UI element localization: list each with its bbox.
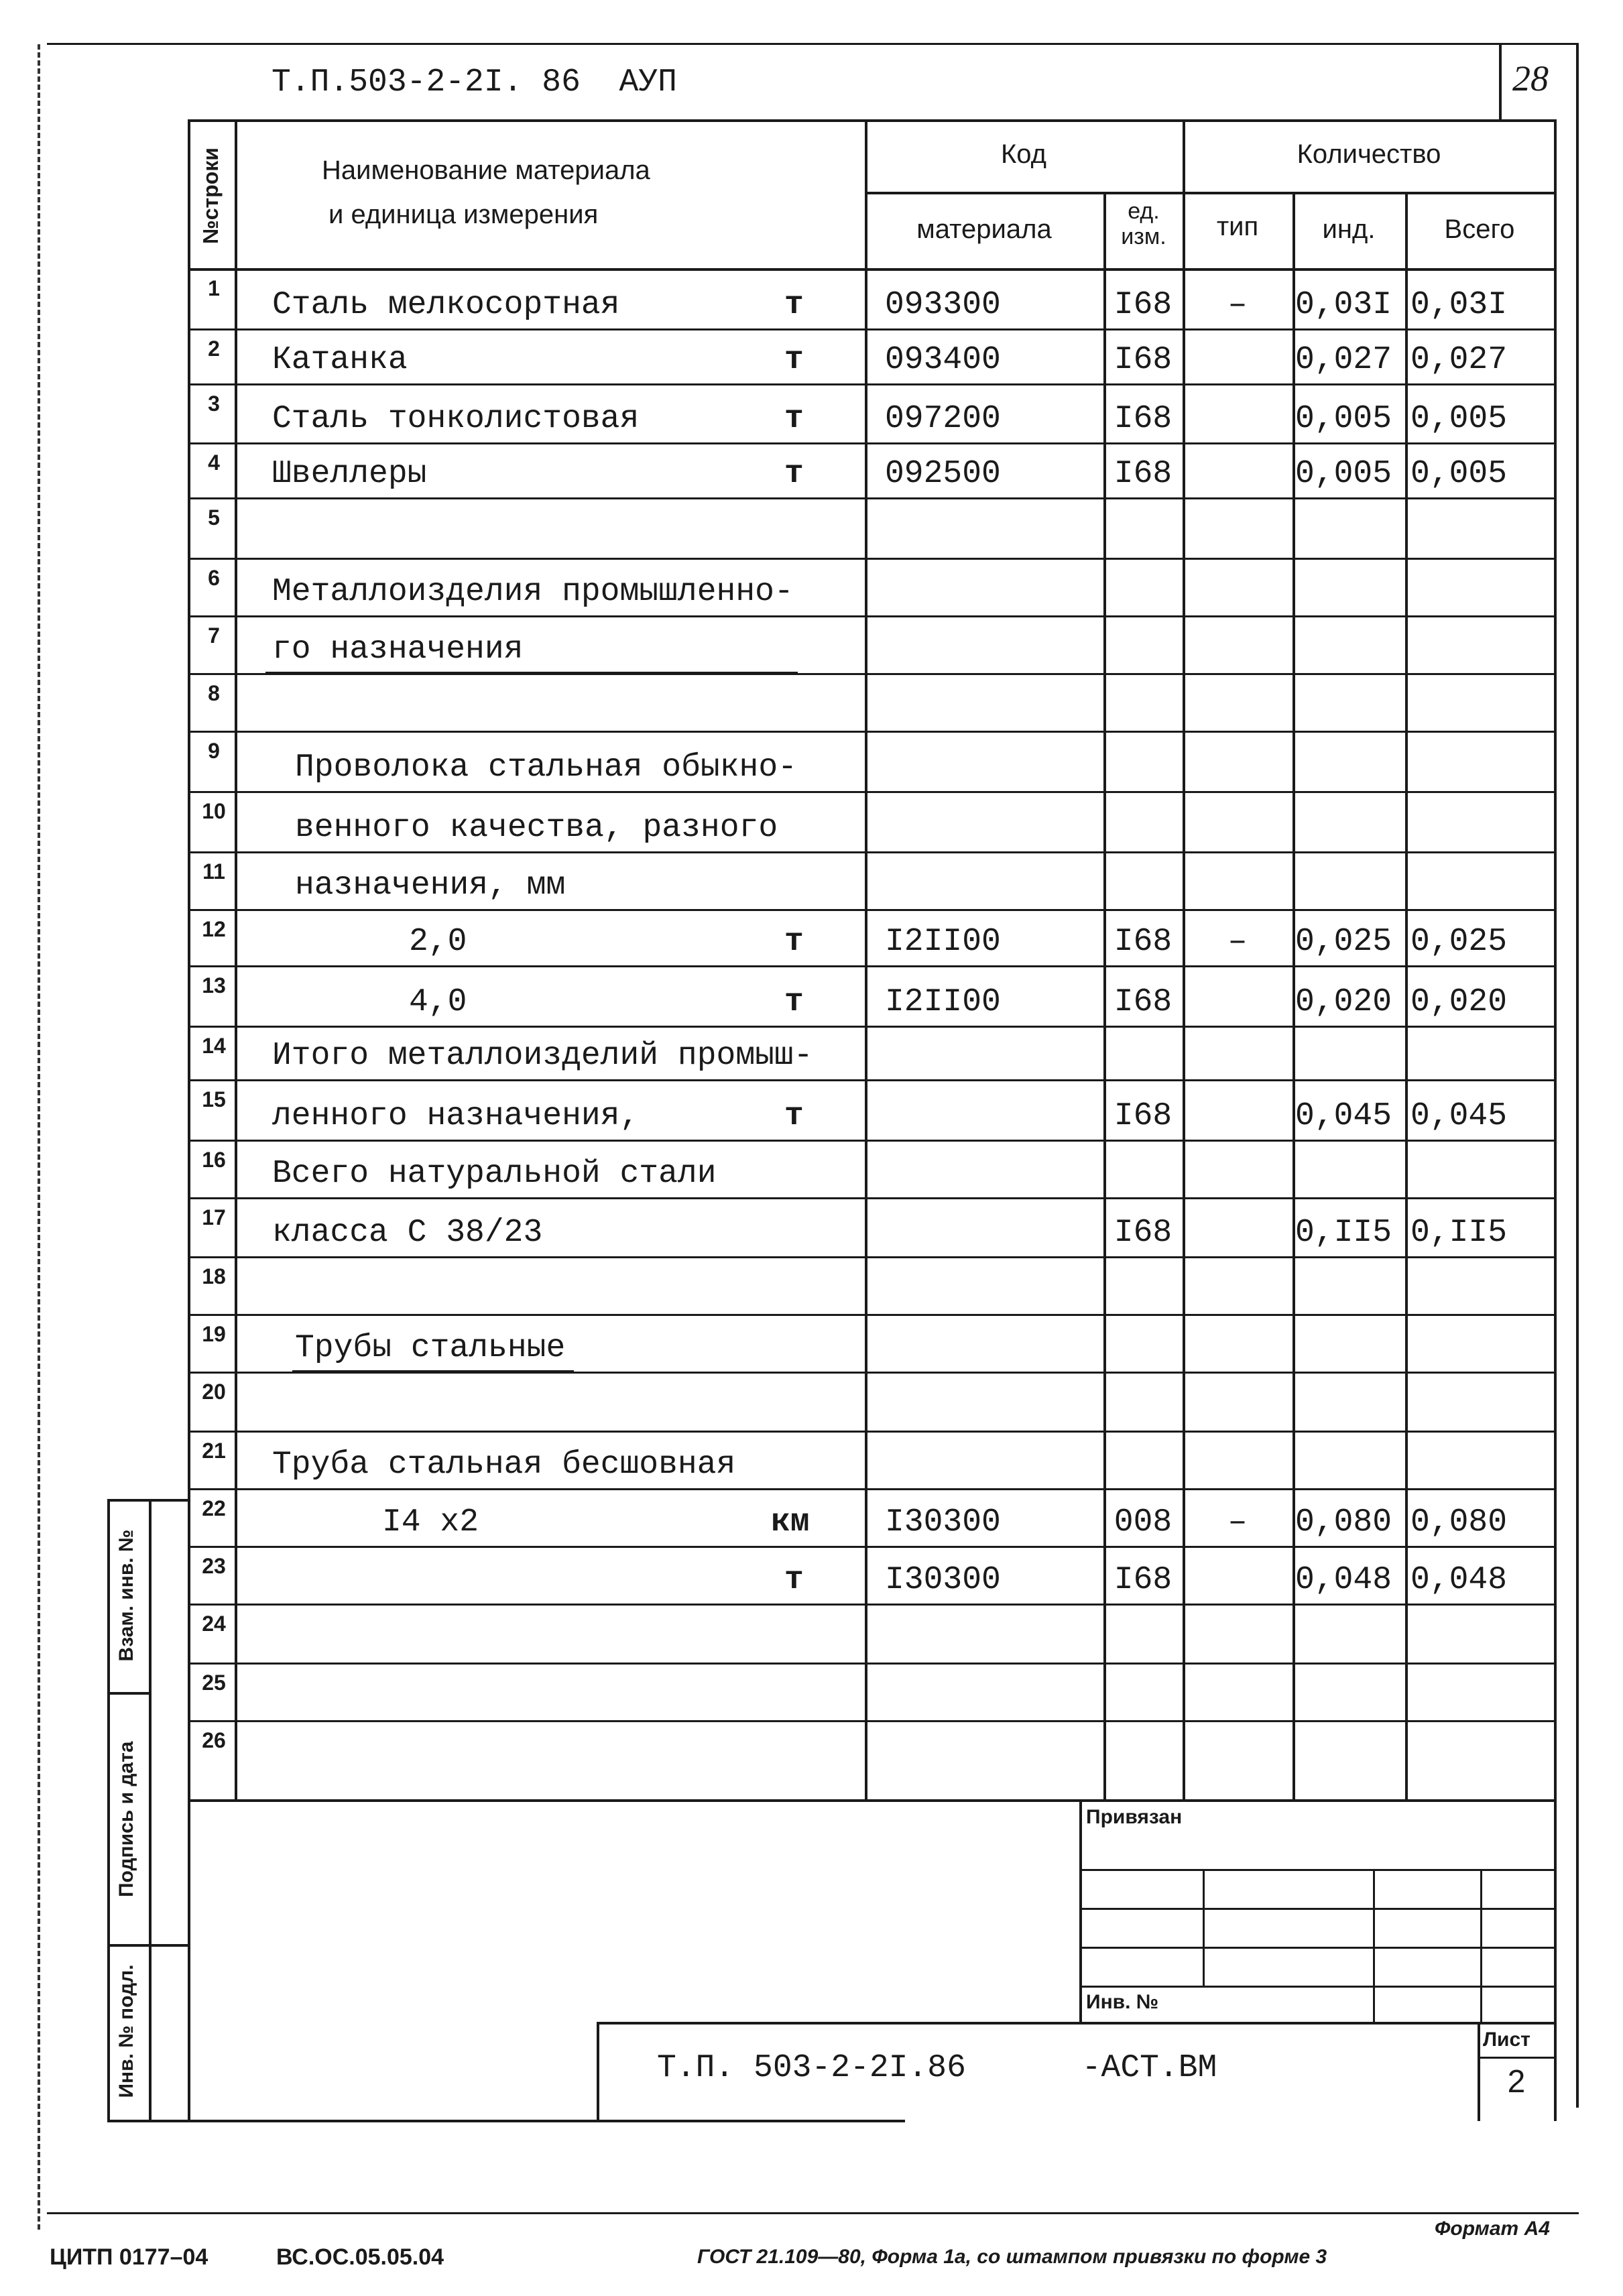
corner-box-divider <box>1499 43 1502 119</box>
row-name: класса С 38/23 <box>272 1215 543 1251</box>
row-material-code: 097200 <box>885 401 1001 437</box>
page-bottom-line <box>47 2212 1579 2214</box>
row-unit-code: I68 <box>1114 287 1173 323</box>
row-name: Трубы стальные <box>295 1330 566 1366</box>
row-number: 18 <box>202 1264 226 1288</box>
row-qty-ind: 0,045 <box>1295 1098 1392 1134</box>
row-unit-code: 008 <box>1114 1504 1173 1540</box>
row-number: 9 <box>208 739 220 763</box>
row-unit-code: I68 <box>1114 924 1173 960</box>
row-qty-ind: 0,048 <box>1295 1562 1392 1598</box>
row-name: I4 х2 <box>382 1504 479 1540</box>
row-name: ленного назначения, <box>272 1098 640 1134</box>
row-number: 11 <box>202 859 225 884</box>
row-unit: т <box>784 401 804 437</box>
row-number: 12 <box>202 917 226 941</box>
heading-underline <box>292 1370 574 1372</box>
qty-ind-header: инд. <box>1322 215 1376 244</box>
row-name: Проволока стальная обыкно- <box>295 749 797 786</box>
footer-series-code: ВС.ОС.05.05.04 <box>276 2244 444 2270</box>
row-unit-code: I68 <box>1114 456 1173 492</box>
document-header-code: Т.П.503-2-2I. 86 АУП <box>272 64 677 101</box>
row-qty-total: 0,027 <box>1410 342 1508 378</box>
qty-group-header: Количество <box>1297 139 1441 169</box>
row-name: назначения, мм <box>295 867 566 904</box>
footer-format: Формат А4 <box>1435 2218 1550 2240</box>
row-unit-code: I68 <box>1114 401 1173 437</box>
row-number: 7 <box>208 623 220 648</box>
qty-type-header: тип <box>1216 212 1259 241</box>
row-name: Катанка <box>272 342 408 378</box>
name-header-line2: и единица измерения <box>328 200 599 229</box>
code-group-header: Код <box>1000 139 1046 169</box>
row-unit-code: I68 <box>1114 1215 1173 1251</box>
row-number: 1 <box>208 276 220 300</box>
heading-underline <box>265 672 798 674</box>
footer-citp-code: ЦИТП 0177–04 <box>50 2244 208 2270</box>
row-unit: т <box>784 984 804 1020</box>
row-name: Металлоизделия промышленно- <box>272 574 794 610</box>
row-unit: т <box>784 342 804 378</box>
row-number: 15 <box>202 1087 226 1111</box>
row-number: 22 <box>202 1496 226 1520</box>
row-qty-ind: 0,020 <box>1295 984 1392 1020</box>
row-qty-total: 0,005 <box>1410 456 1508 492</box>
row-number: 21 <box>202 1439 226 1463</box>
row-unit: км <box>771 1504 810 1540</box>
row-qty-total: 0,080 <box>1410 1504 1508 1540</box>
inv-original-label: Инв. № подл. <box>115 1964 137 2098</box>
code-unit-header: ед. изм. <box>1121 198 1166 249</box>
document-designation: Т.П. 503-2-2I.86 -АСТ.ВМ <box>657 2050 1217 2086</box>
row-name: венного качества, разного <box>295 810 778 846</box>
row-unit: т <box>784 1098 804 1134</box>
vzam-inv-label: Взам. инв. № <box>115 1529 137 1662</box>
qty-total-header: Всего <box>1444 215 1515 244</box>
row-qty-total: 0,03I <box>1410 287 1508 323</box>
row-number: 23 <box>202 1554 226 1578</box>
row-material-code: I30300 <box>885 1504 1001 1540</box>
row-qty-ind: 0,005 <box>1295 401 1392 437</box>
name-header-line1: Наименование материала <box>322 156 650 185</box>
row-number: 2 <box>208 337 220 361</box>
page-top-line <box>47 43 1579 45</box>
page-right-line <box>1576 43 1579 2108</box>
row-unit: т <box>784 924 804 960</box>
signature-date-label: Подпись и дата <box>115 1741 137 1897</box>
row-material-code: I2II00 <box>885 924 1001 960</box>
sheet-number: 2 <box>1507 2064 1526 2100</box>
row-number: 16 <box>202 1148 226 1172</box>
row-number: 8 <box>208 681 220 705</box>
row-number: 6 <box>208 566 220 590</box>
row-number: 13 <box>202 973 226 998</box>
row-number: 5 <box>208 505 220 530</box>
row-name: 2,0 <box>409 924 467 960</box>
row-qty-ind: 0,03I <box>1295 287 1392 323</box>
corner-page-number: 28 <box>1512 58 1549 99</box>
sheet-label: Лист <box>1483 2029 1530 2051</box>
row-name: го назначения <box>272 631 524 668</box>
row-number: 14 <box>202 1034 226 1058</box>
row-qty-ind: 0,025 <box>1295 924 1392 960</box>
row-name: 4,0 <box>409 984 467 1020</box>
row-material-code: I30300 <box>885 1562 1001 1598</box>
row-unit-code: I68 <box>1114 342 1173 378</box>
row-unit: т <box>784 1562 804 1598</box>
row-qty-total: 0,048 <box>1410 1562 1508 1598</box>
row-number-header: №строки <box>198 147 223 244</box>
row-qty-ind: 0,027 <box>1295 342 1392 378</box>
row-unit: т <box>784 456 804 492</box>
row-material-code: 093300 <box>885 287 1001 323</box>
row-name: Итого металлоизделий промыш- <box>272 1038 813 1074</box>
row-qty-total: 0,020 <box>1410 984 1508 1020</box>
row-name: Труба стальная бесшовная <box>272 1447 736 1483</box>
row-type: – <box>1227 1504 1248 1540</box>
row-type: – <box>1227 287 1248 323</box>
row-qty-total: 0,II5 <box>1410 1215 1508 1251</box>
row-number: 25 <box>202 1671 226 1695</box>
row-qty-ind: 0,080 <box>1295 1504 1392 1540</box>
row-number: 4 <box>208 450 220 475</box>
footer-gost-note: ГОСТ 21.109—80, Форма 1а, со штампом привязки по форме 3 <box>697 2246 1327 2268</box>
row-name: Сталь мелкосортная <box>272 287 620 323</box>
code-material-header: материала <box>916 215 1052 244</box>
row-number: 19 <box>202 1322 226 1346</box>
row-number: 24 <box>202 1612 226 1636</box>
row-number: 17 <box>202 1205 226 1229</box>
inv-no-label: Инв. № <box>1086 1991 1159 2013</box>
row-qty-ind: 0,II5 <box>1295 1215 1392 1251</box>
row-unit-code: I68 <box>1114 1562 1173 1598</box>
row-number: 3 <box>208 391 220 416</box>
row-type: – <box>1227 924 1248 960</box>
row-qty-ind: 0,005 <box>1295 456 1392 492</box>
row-material-code: 092500 <box>885 456 1001 492</box>
row-material-code: I2II00 <box>885 984 1001 1020</box>
row-unit: т <box>784 287 804 323</box>
row-number: 20 <box>202 1380 226 1404</box>
row-material-code: 093400 <box>885 342 1001 378</box>
row-number: 26 <box>202 1728 226 1752</box>
row-unit-code: I68 <box>1114 1098 1173 1134</box>
row-unit-code: I68 <box>1114 984 1173 1020</box>
row-number: 10 <box>202 799 226 823</box>
privyazan-label: Привязан <box>1086 1806 1183 1828</box>
row-name: Швеллеры <box>272 456 427 492</box>
row-name: Всего натуральной стали <box>272 1156 717 1192</box>
row-name: Сталь тонколистовая <box>272 401 640 437</box>
row-qty-total: 0,025 <box>1410 924 1508 960</box>
page-left-edge <box>38 44 40 2230</box>
row-qty-total: 0,045 <box>1410 1098 1508 1134</box>
row-qty-total: 0,005 <box>1410 401 1508 437</box>
